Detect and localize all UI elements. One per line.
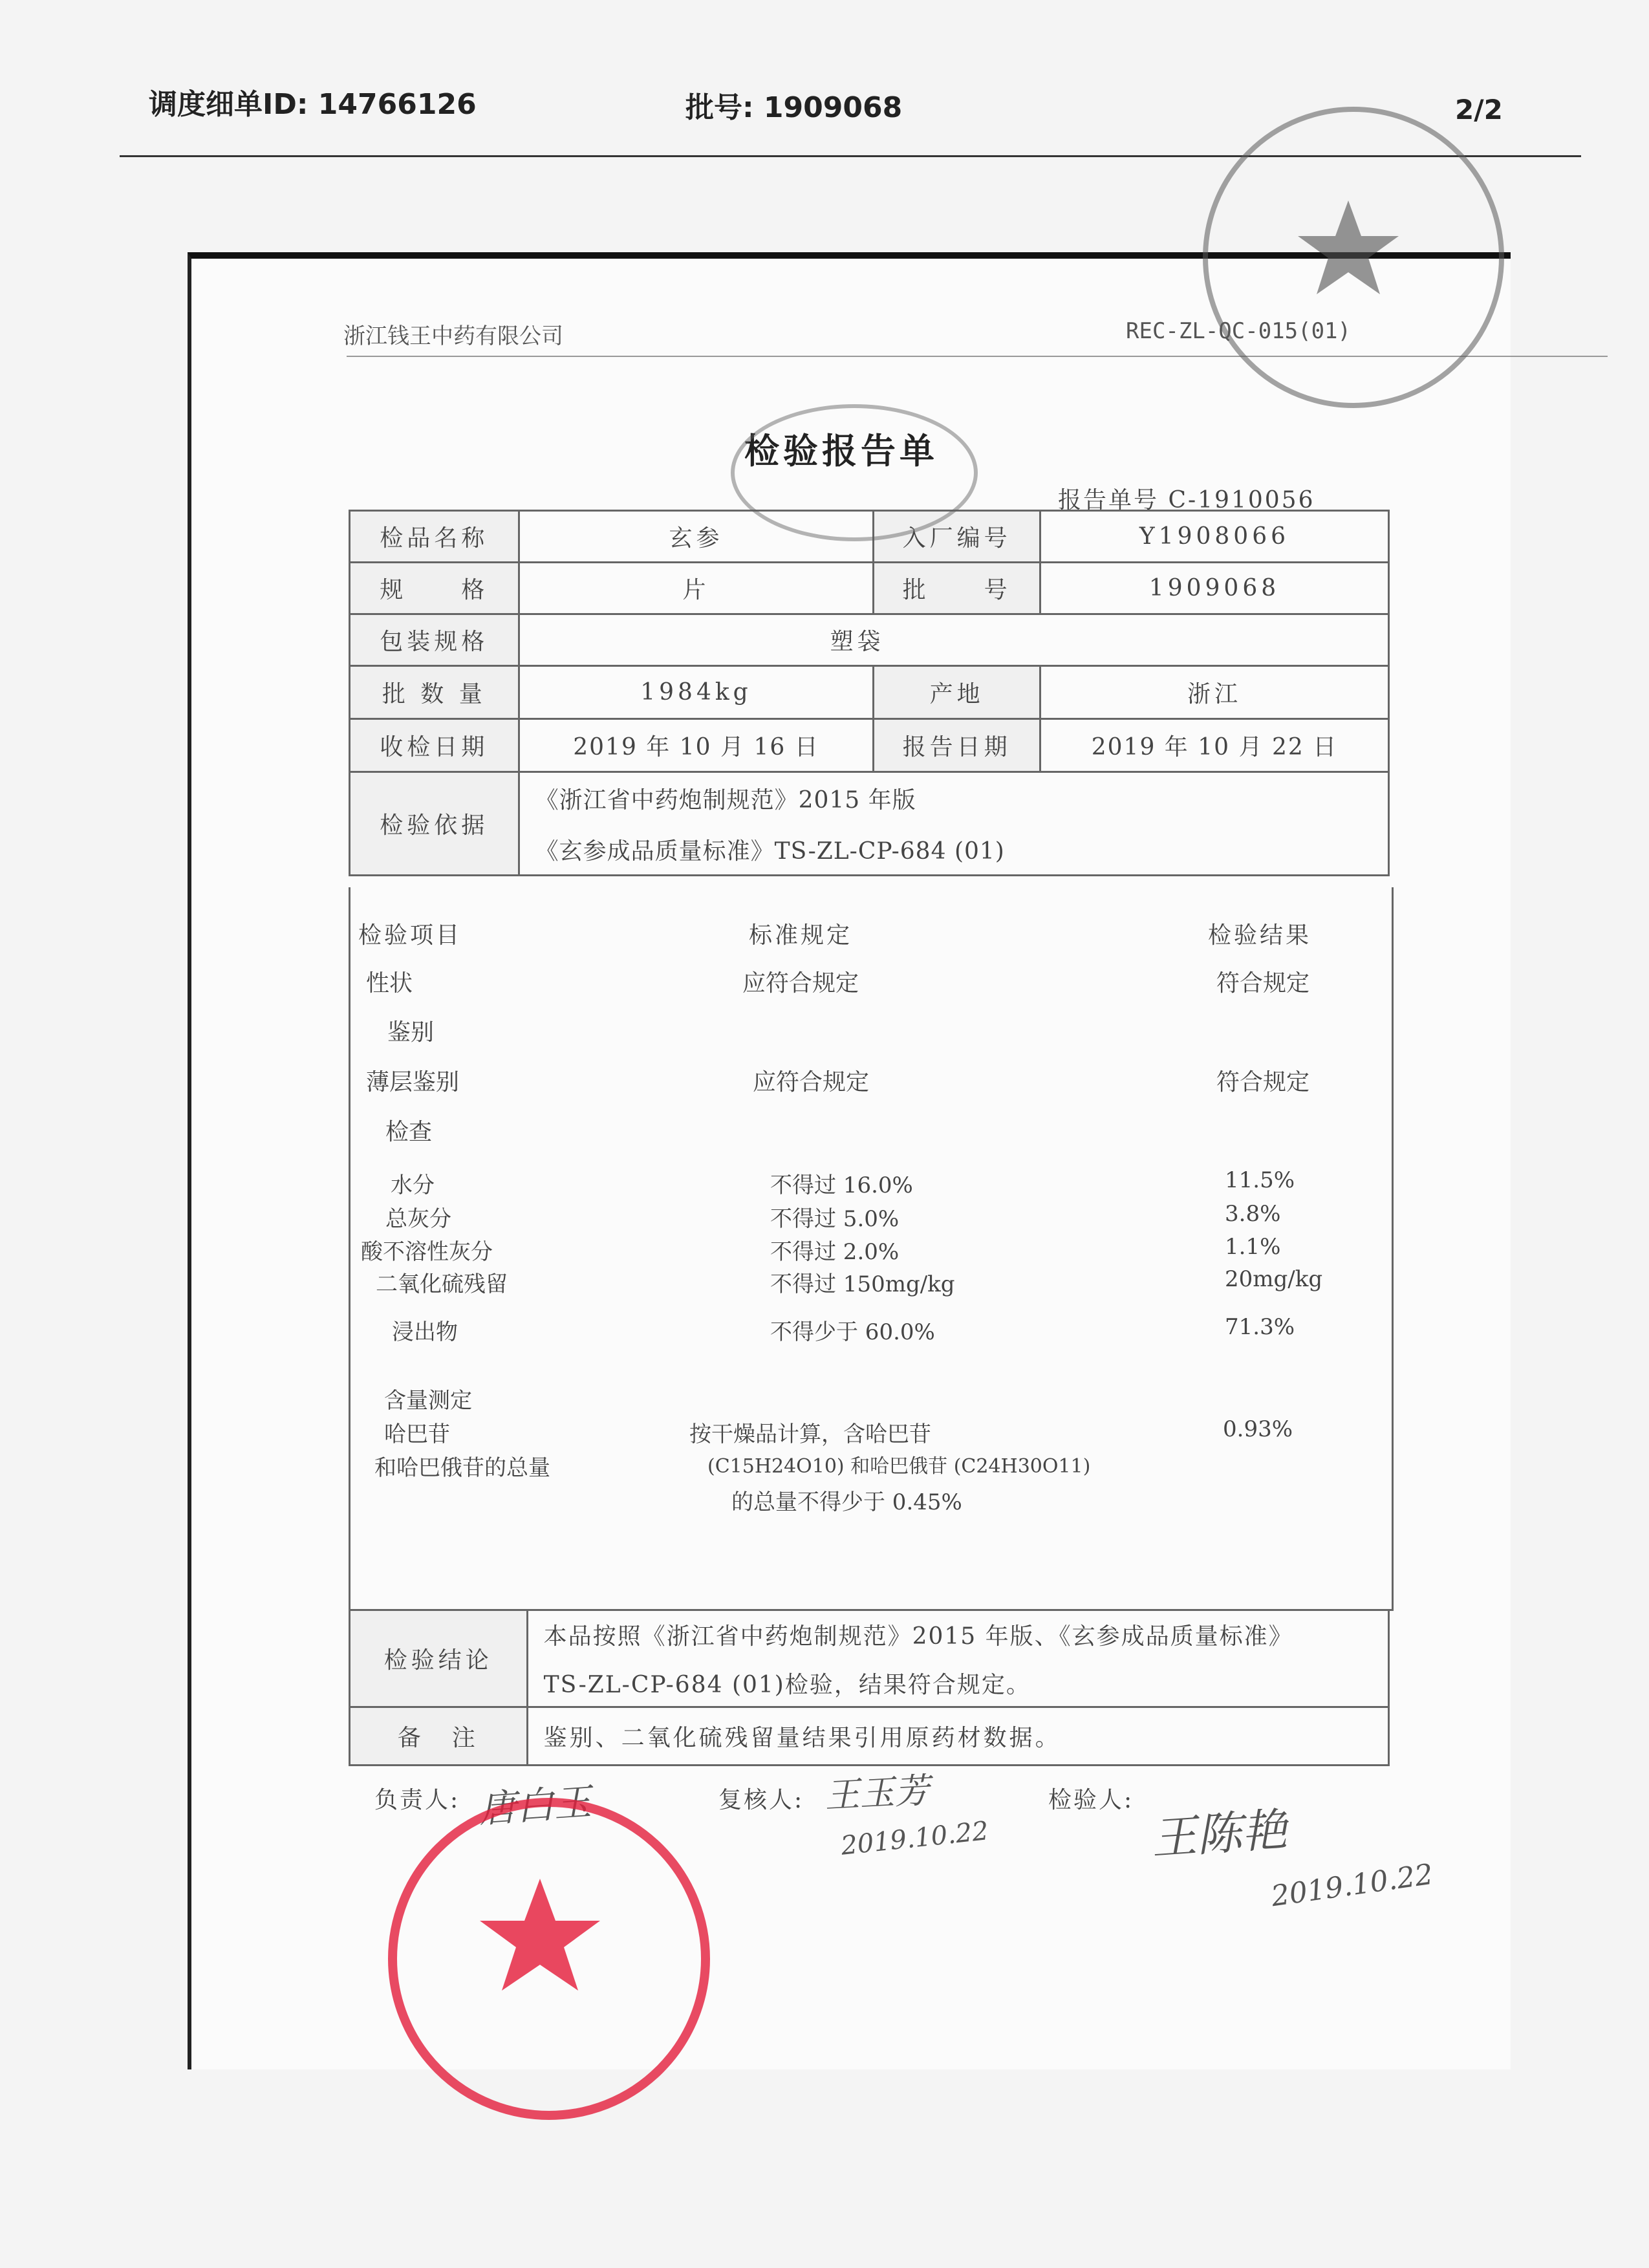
- stamp-qc-oval: [731, 404, 978, 541]
- item-jianbie: 鉴别: [387, 1019, 435, 1046]
- item-assay: 含量测定: [384, 1388, 472, 1414]
- item-xingzhuang: 性状: [366, 970, 413, 997]
- receive-date-label: 收检日期: [350, 719, 519, 772]
- entry-no: Y1908066: [1040, 511, 1388, 563]
- std-acid-ash: 不得过 2.0%: [770, 1239, 900, 1265]
- origin-label: 产地: [874, 666, 1040, 719]
- conclusion-line-2: TS-ZL-CP-684 (01)检验，结果符合规定。: [543, 1671, 1031, 1698]
- reviewer-date: 2019.10.22: [839, 1816, 990, 1861]
- product-name-label: 检品名称: [350, 511, 519, 563]
- std-water: 不得过 16.0%: [770, 1172, 913, 1198]
- conclusion-line-1: 本品按照《浙江省中药炮制规范》2015 年版、《玄参成品质量标准》: [543, 1623, 1293, 1650]
- quantity: 1984kg: [519, 666, 874, 719]
- item-jiancha: 检查: [385, 1119, 433, 1145]
- basis-line-1: 《浙江省中药炮制规范》2015 年版: [535, 786, 916, 814]
- item-harpagide-total: 和哈巴俄苷的总量: [374, 1455, 550, 1481]
- std-assay-line-2: (C15H24O10) 和哈巴俄苷 (C24H30O11): [707, 1455, 1091, 1478]
- res-water: 11.5%: [1225, 1167, 1295, 1193]
- spec: 片: [519, 563, 874, 614]
- remark: 鉴别、二氧化硫残留量结果引用原药材数据。: [527, 1707, 1388, 1766]
- inspector-date: 2019.10.22: [1269, 1857, 1436, 1914]
- batch-label: 批 号: [874, 563, 1040, 614]
- basis-cell: [519, 772, 1388, 876]
- item-harpagide: 哈巴苷: [384, 1421, 450, 1447]
- item-extract: 浸出物: [392, 1319, 458, 1345]
- stamp-yingte-svg: [1203, 107, 1494, 398]
- reviewer-label: 复核人:: [718, 1787, 804, 1813]
- info-table: [349, 510, 1390, 876]
- item-tlc: 薄层鉴别: [366, 1069, 460, 1096]
- stamp-mintai-svg: [388, 1798, 692, 2102]
- res-xingzhuang: 符合规定: [1216, 970, 1310, 997]
- res-extract: 71.3%: [1225, 1314, 1295, 1340]
- conclusion-table: [349, 1609, 1390, 1766]
- basis-label: 检验依据: [350, 772, 519, 876]
- company-name: 浙江钱王中药有限公司: [343, 323, 563, 349]
- spec-label: 规 格: [350, 563, 519, 614]
- std-tlc: 应符合规定: [753, 1069, 870, 1096]
- reviewer-signature: 王玉芳: [823, 1769, 931, 1817]
- res-so2: 20mg/kg: [1225, 1266, 1323, 1292]
- document-code: REC-ZL-QC-015(01): [1126, 318, 1351, 344]
- receive-date: 2019 年 10 月 16 日: [519, 719, 874, 772]
- report-date-label: 报告日期: [874, 719, 1040, 772]
- basis-line-2: 《玄参成品质量标准》TS-ZL-CP-684 (01): [535, 837, 1005, 865]
- entry-no-label: 入厂编号: [874, 511, 1040, 563]
- origin: 浙江: [1040, 666, 1388, 719]
- batch: 1909068: [1040, 563, 1388, 614]
- responsible-signature: 唐白玉: [477, 1780, 593, 1831]
- inspector-signature: 王陈艳: [1149, 1802, 1289, 1866]
- item-so2: 二氧化硫残留: [376, 1271, 508, 1297]
- package: 塑袋: [519, 614, 1388, 666]
- std-assay-line-3: 的总量不得少于 0.45%: [731, 1489, 962, 1515]
- std-extract: 不得少于 60.0%: [770, 1319, 935, 1345]
- product-name: 玄参: [519, 511, 874, 563]
- conclusion-label: 检验结论: [350, 1610, 528, 1707]
- res-assay: 0.93%: [1223, 1416, 1293, 1442]
- res-tlc: 符合规定: [1216, 1069, 1310, 1096]
- page-indicator: 2/2: [1455, 94, 1503, 125]
- report-title: 检验报告单: [744, 431, 938, 471]
- std-assay-line-1: 按干燥品计算，含哈巴苷: [689, 1421, 931, 1447]
- item-water: 水分: [391, 1172, 435, 1198]
- dispatch-id: 调度细单ID: 14766126: [149, 88, 477, 121]
- res-acid-ash: 1.1%: [1225, 1234, 1281, 1260]
- inspector-label: 检验人:: [1048, 1787, 1134, 1813]
- report-number: 报告单号 C-1910056: [1058, 487, 1315, 513]
- quantity-label: 批 数 量: [350, 666, 519, 719]
- col-standard-header: 标准规定: [749, 922, 853, 949]
- responsible-label: 负责人:: [374, 1787, 460, 1813]
- col-item-header: 检验项目: [358, 922, 462, 949]
- item-acid-ash: 酸不溶性灰分: [361, 1239, 493, 1265]
- batch-number: 批号: 1909068: [685, 91, 903, 124]
- report-date: 2019 年 10 月 22 日: [1040, 719, 1388, 772]
- item-ash: 总灰分: [385, 1206, 451, 1232]
- std-xingzhuang: 应符合规定: [742, 970, 859, 997]
- std-ash: 不得过 5.0%: [770, 1206, 900, 1232]
- red-star-icon: [480, 1879, 600, 1991]
- conclusion-cell: [527, 1610, 1388, 1707]
- res-ash: 3.8%: [1225, 1201, 1281, 1227]
- star-icon: [1298, 200, 1399, 294]
- stamp-mintai: [388, 1798, 710, 2120]
- package-label: 包装规格: [350, 614, 519, 666]
- std-so2: 不得过 150mg/kg: [770, 1271, 955, 1297]
- remark-label: 备 注: [350, 1707, 528, 1766]
- stamp-yingte: [1203, 107, 1504, 408]
- col-result-header: 检验结果: [1208, 922, 1312, 949]
